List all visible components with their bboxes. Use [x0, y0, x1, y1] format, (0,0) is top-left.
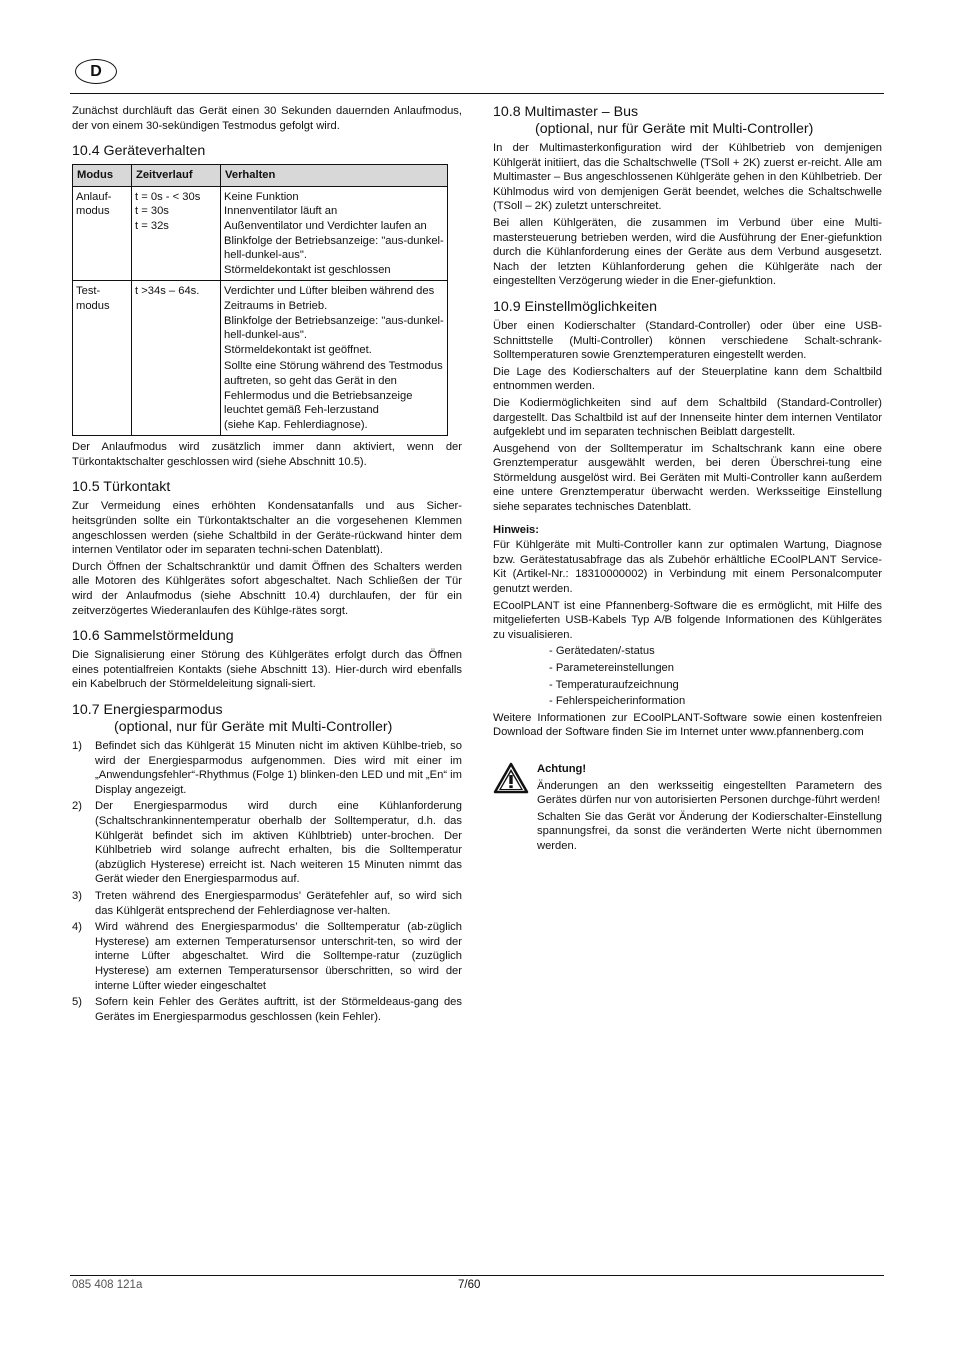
- warning-title: Achtung!: [537, 762, 587, 775]
- behavior-line: Blinkfolge der Betriebsanzeige: "aus-dunkel-hell-dunkel-aus".: [224, 314, 444, 342]
- section-10-5-heading: 10.5 Türkontakt: [72, 479, 171, 496]
- table-header-cell: Zeitverlauf: [132, 165, 221, 187]
- list-text: Treten während des Energiesparmodus’ Gerätefehler auf, so wird sich das Kühlgerät entsprechend der Fehlerdiagnose ver-halten.: [95, 889, 462, 917]
- time-line: t = 0s - < 30s: [135, 190, 201, 203]
- behavior-line: Verdichter und Lüfter bleiben während des Zeitraums in Betrieb.: [224, 285, 435, 312]
- heading-line: 10.8 Multimaster – Bus: [493, 104, 639, 120]
- paragraph: Die Kodiermöglichkeiten sind auf dem Schaltbild (Standard-Controller) dargestellt. Das Schaltbild ist auf der Innenseite hinter dem internen Ventilator aufgeklebt und im separaten technischen Beiblatt dargestellt.: [493, 396, 882, 439]
- table-header-cell: Modus: [73, 165, 132, 187]
- table-cell-behavior: [221, 186, 448, 281]
- list-item: [72, 920, 462, 993]
- paragraph: Ausgehend von der Solltemperatur im Schaltschrank kann eine obere Grenztemperatur ausgewählt werden, bei deren Überschrei-tung eine Störmeldung ausgelöst wird. Bei Geräten mit Multi-Controller kann außerdem eine untere Grenztemperatur überwacht werden. Werksseitige Einstellung siehe separates technisches Datenblatt.: [493, 442, 882, 514]
- list-number: 1): [72, 740, 82, 752]
- section-10-9-heading: 10.9 Einstellmöglichkeiten: [493, 298, 658, 315]
- warning-triangle-icon: [493, 762, 537, 856]
- section-10-8-heading: [493, 104, 882, 138]
- list-number: 4): [72, 921, 82, 934]
- paragraph: ECoolPLANT ist eine Pfannenberg-Software die es ermöglicht, mit Hilfe des mitgelieferten USB-Kabels Typ A/B folgende Informationen des Kühlgerätes zu visualisieren.: [493, 599, 882, 641]
- paragraph: Für Kühlgeräte mit Multi-Controller kann zur optimalen Wartung, Diagnose bzw. Gerätestatusabfrage das als Zubehör erhältliche ECoolPLANT Service-Kit (Artikel-Nr.: 18310000002) in Verbindung mit einem Personalcomputer genutzt werden.: [493, 539, 882, 596]
- paragraph: Die Lage des Kodierschalters auf der Steuerplatine kann dem Schaltbild entnommen werden.: [493, 365, 882, 393]
- table-row: [73, 186, 448, 281]
- table-cell-mode: Anlauf-modus: [73, 186, 132, 281]
- paragraph: Zur Vermeidung eines erhöhten Kondensatanfalls und aus Sicher-heitsgründen sollte ein Türkontaktschalter an die vorgesehenen Klemmen angeschlossen werden (siehe Schaltbild in der Geräte-rückwand hinter dem internen Ventilator oder im separaten techni-schen Datenblatt).: [72, 500, 462, 557]
- time-line: t = 32s: [135, 219, 169, 232]
- right-column: [493, 104, 882, 856]
- list-item: [72, 799, 462, 887]
- warning-box: [493, 762, 882, 856]
- list-text: Wird während des Energiesparmodus’ die Solltemperatur (ab-züglich Hysterese) am externen Temperatursensor unterschrit-ten, so wird der interne Lüfter abgeschaltet. Wird die Solltempe-ratur (zuzüglich Hysterese) am externen Temperatursensor überschritten, so wird der interne Lüfter wieder eingeschaltet: [95, 921, 462, 992]
- behavior-line: Blinkfolge der Betriebsanzeige: "aus-dunkel-hell-dunkel-aus".: [224, 234, 444, 262]
- feature-list: [493, 644, 882, 708]
- list-item: - Gerätedaten/-status: [549, 645, 655, 658]
- intro-paragraph: Zunächst durchläuft das Gerät einen 30 Sekunden dauernden Anlaufmodus, der von einem 30-sekündigen Testmodus gefolgt wird.: [72, 105, 462, 132]
- table-cell-behavior: [221, 281, 448, 436]
- list-number: 5): [72, 996, 82, 1009]
- paragraph: Durch Öffnen der Schaltschranktür und damit Öffnen des Schalters werden alle Motoren des Kühlgerätes sofort abgeschaltet. Nach Schließen der Tür wird der Anlaufmodus (siehe Abschnitt 10.4) durchlaufen, der für ein zeitverzögertes Wiederanlaufen des Kühlge-rätes sorgt.: [72, 560, 462, 617]
- section-10-6-heading: 10.6 Sammelstörmeldung: [72, 628, 234, 645]
- heading-subline: (optional, nur für Geräte mit Multi-Controller): [535, 121, 814, 137]
- table-cell-time: t >34s – 64s.: [132, 281, 221, 436]
- behavior-line: Innenventilator läuft an: [224, 205, 338, 218]
- heading-subline: (optional, nur für Geräte mit Multi-Controller): [114, 719, 393, 735]
- section-10-4-heading: 10.4 Geräteverhalten: [72, 143, 206, 160]
- device-behavior-table: [72, 164, 448, 436]
- list-item: [72, 889, 462, 918]
- section-10-7-heading: [72, 702, 462, 736]
- time-line: t = 30s: [135, 205, 169, 218]
- table-cell-time: [132, 186, 221, 281]
- behavior-line: Störmeldekontakt ist geöffnet.: [224, 343, 372, 356]
- paragraph: Weitere Informationen zur ECoolPLANT-Software sowie einen kostenfreien Download der Software finden Sie im Internet unter www.pfannenberg.com: [493, 711, 882, 739]
- paragraph: Die Signalisierung einer Störung des Kühlgerätes erfolgt durch das Öffnen eines potentialfreien Kontakts (siehe Abschnitt 13). Hier-durch wird ebenfalls ein Kabelbruch der Störmeldeleitung signali-siert.: [72, 649, 462, 691]
- document-number: 085 408 121a: [72, 1279, 143, 1291]
- table-header-cell: Verhalten: [221, 165, 448, 187]
- paragraph: In der Multimasterkonfiguration wird der Kühlbetrieb von demjenigen Kühlgerät initiiert, das die Schaltschwelle (TSoll + 2K) zuerst er-reicht. Alle am Multimaster – Bus angeschlossenen Kühlgeräte gehen in den Kühlbetrieb. Der Kühlmodus wird von demjenigen Gerät beendet, welches die Schaltschwelle (TSoll – 2K) zuletzt unterschreitet.: [493, 142, 882, 213]
- table-cell-mode: Test-modus: [73, 281, 132, 436]
- list-item: - Parametereinstellungen: [549, 662, 674, 674]
- list-number: 3): [72, 889, 82, 902]
- left-column: [72, 104, 462, 1026]
- header-rule: [70, 93, 884, 94]
- paragraph: Über einen Kodierschalter (Standard-Controller) oder über eine USB-Schnittstelle (Multi-Controller) können verschiedene Schalt-schrank-Solltemperaturen sowie Grenztemperaturen eingestellt werden.: [493, 319, 882, 362]
- language-badge: D: [75, 59, 117, 84]
- paragraph: Änderungen an den werksseitig eingestellten Parametern des Gerätes dürfen nur von autorisierten Personen durchge-führt werden!: [537, 779, 882, 807]
- warning-text: [537, 762, 882, 856]
- list-item: [72, 739, 462, 797]
- list-item: - Temperaturaufzeichnung: [549, 678, 679, 691]
- behavior-line: Keine Funktion: [224, 190, 299, 203]
- table-header-row: [73, 165, 448, 187]
- paragraph: Bei allen Kühlgeräten, die zusammen im Verbund über eine Multi-mastersteuerung betrieben werden, wird die Ausführung der Ener-giefunktion durch die Kühlanforderung eines der Geräte aus dem Verbund ausgesetzt. Nach der letzten Kühlanforderung gehen die Kühlgeräte nach der eingestellten Verzögerung wieder in die Ener-giefunktion.: [493, 216, 882, 288]
- behavior-line: Störmeldekontakt ist geschlossen: [224, 263, 391, 276]
- list-item: - Fehlerspeicherinformation: [549, 695, 686, 708]
- list-text: Der Energiesparmodus wird durch eine Kühlanforderung (Schaltschrankinnentemperatur oberhalb der Solltemperatur, d.h. das Kühlgerät befindet sich im aktiven Kühlbtrieb) unter-brochen. Der Kühlbetrieb wird solange aufrecht erhalten, bis die Solltemperatur (abzüglich Hysterese) erreicht ist. Nach weiteren 15 Minuten nimmt das Gerät wieder den Energiesparmodus auf.: [95, 800, 462, 886]
- heading-line: 10.7 Energiesparmodus: [72, 702, 223, 718]
- numbered-list: [72, 739, 462, 1024]
- paragraph: Schalten Sie das Gerät vor Änderung der Kodierschalter-Einstellung spannungsfrei, da sonst die veränderten Werte nicht übernommen werden.: [537, 810, 882, 852]
- list-item: [72, 995, 462, 1024]
- list-number: 2): [72, 800, 82, 813]
- behavior-line: Außenventilator und Verdichter laufen an: [224, 219, 427, 232]
- behavior-line: Sollte eine Störung während des Testmodus auftreten, so geht das Gerät in den Fehlermodus und die Betriebsanzeige leuchtet gemäß Feh-lerzustand: [224, 360, 443, 417]
- page-number: 7/60: [458, 1279, 481, 1291]
- list-text: Sofern kein Fehler des Gerätes auftritt, ist der Störmeldeaus-gang des Gerätes im Energiesparmodus geschlossen (kein Fehler).: [95, 996, 462, 1023]
- after-table-paragraph: Der Anlaufmodus wird zusätzlich immer dann aktiviert, wenn der Türkontaktschalter geschlossen wird (siehe Abschnitt 10.5).: [72, 441, 462, 468]
- note-label: Hinweis:: [493, 523, 540, 536]
- behavior-line: (siehe Kap. Fehlerdiagnose).: [224, 418, 368, 431]
- footer-rule: [70, 1275, 884, 1276]
- table-row: [73, 281, 448, 436]
- list-text: Befindet sich das Kühlgerät 15 Minuten nicht im aktiven Kühlbe-trieb, so wird der Energiesparmodus aufgenommen. Dies wird mit einer im „Anwendungsfehler“-Rhythmus (Folge 1) blinken-den LED und mit „En“ im Display angezeigt.: [95, 740, 462, 796]
